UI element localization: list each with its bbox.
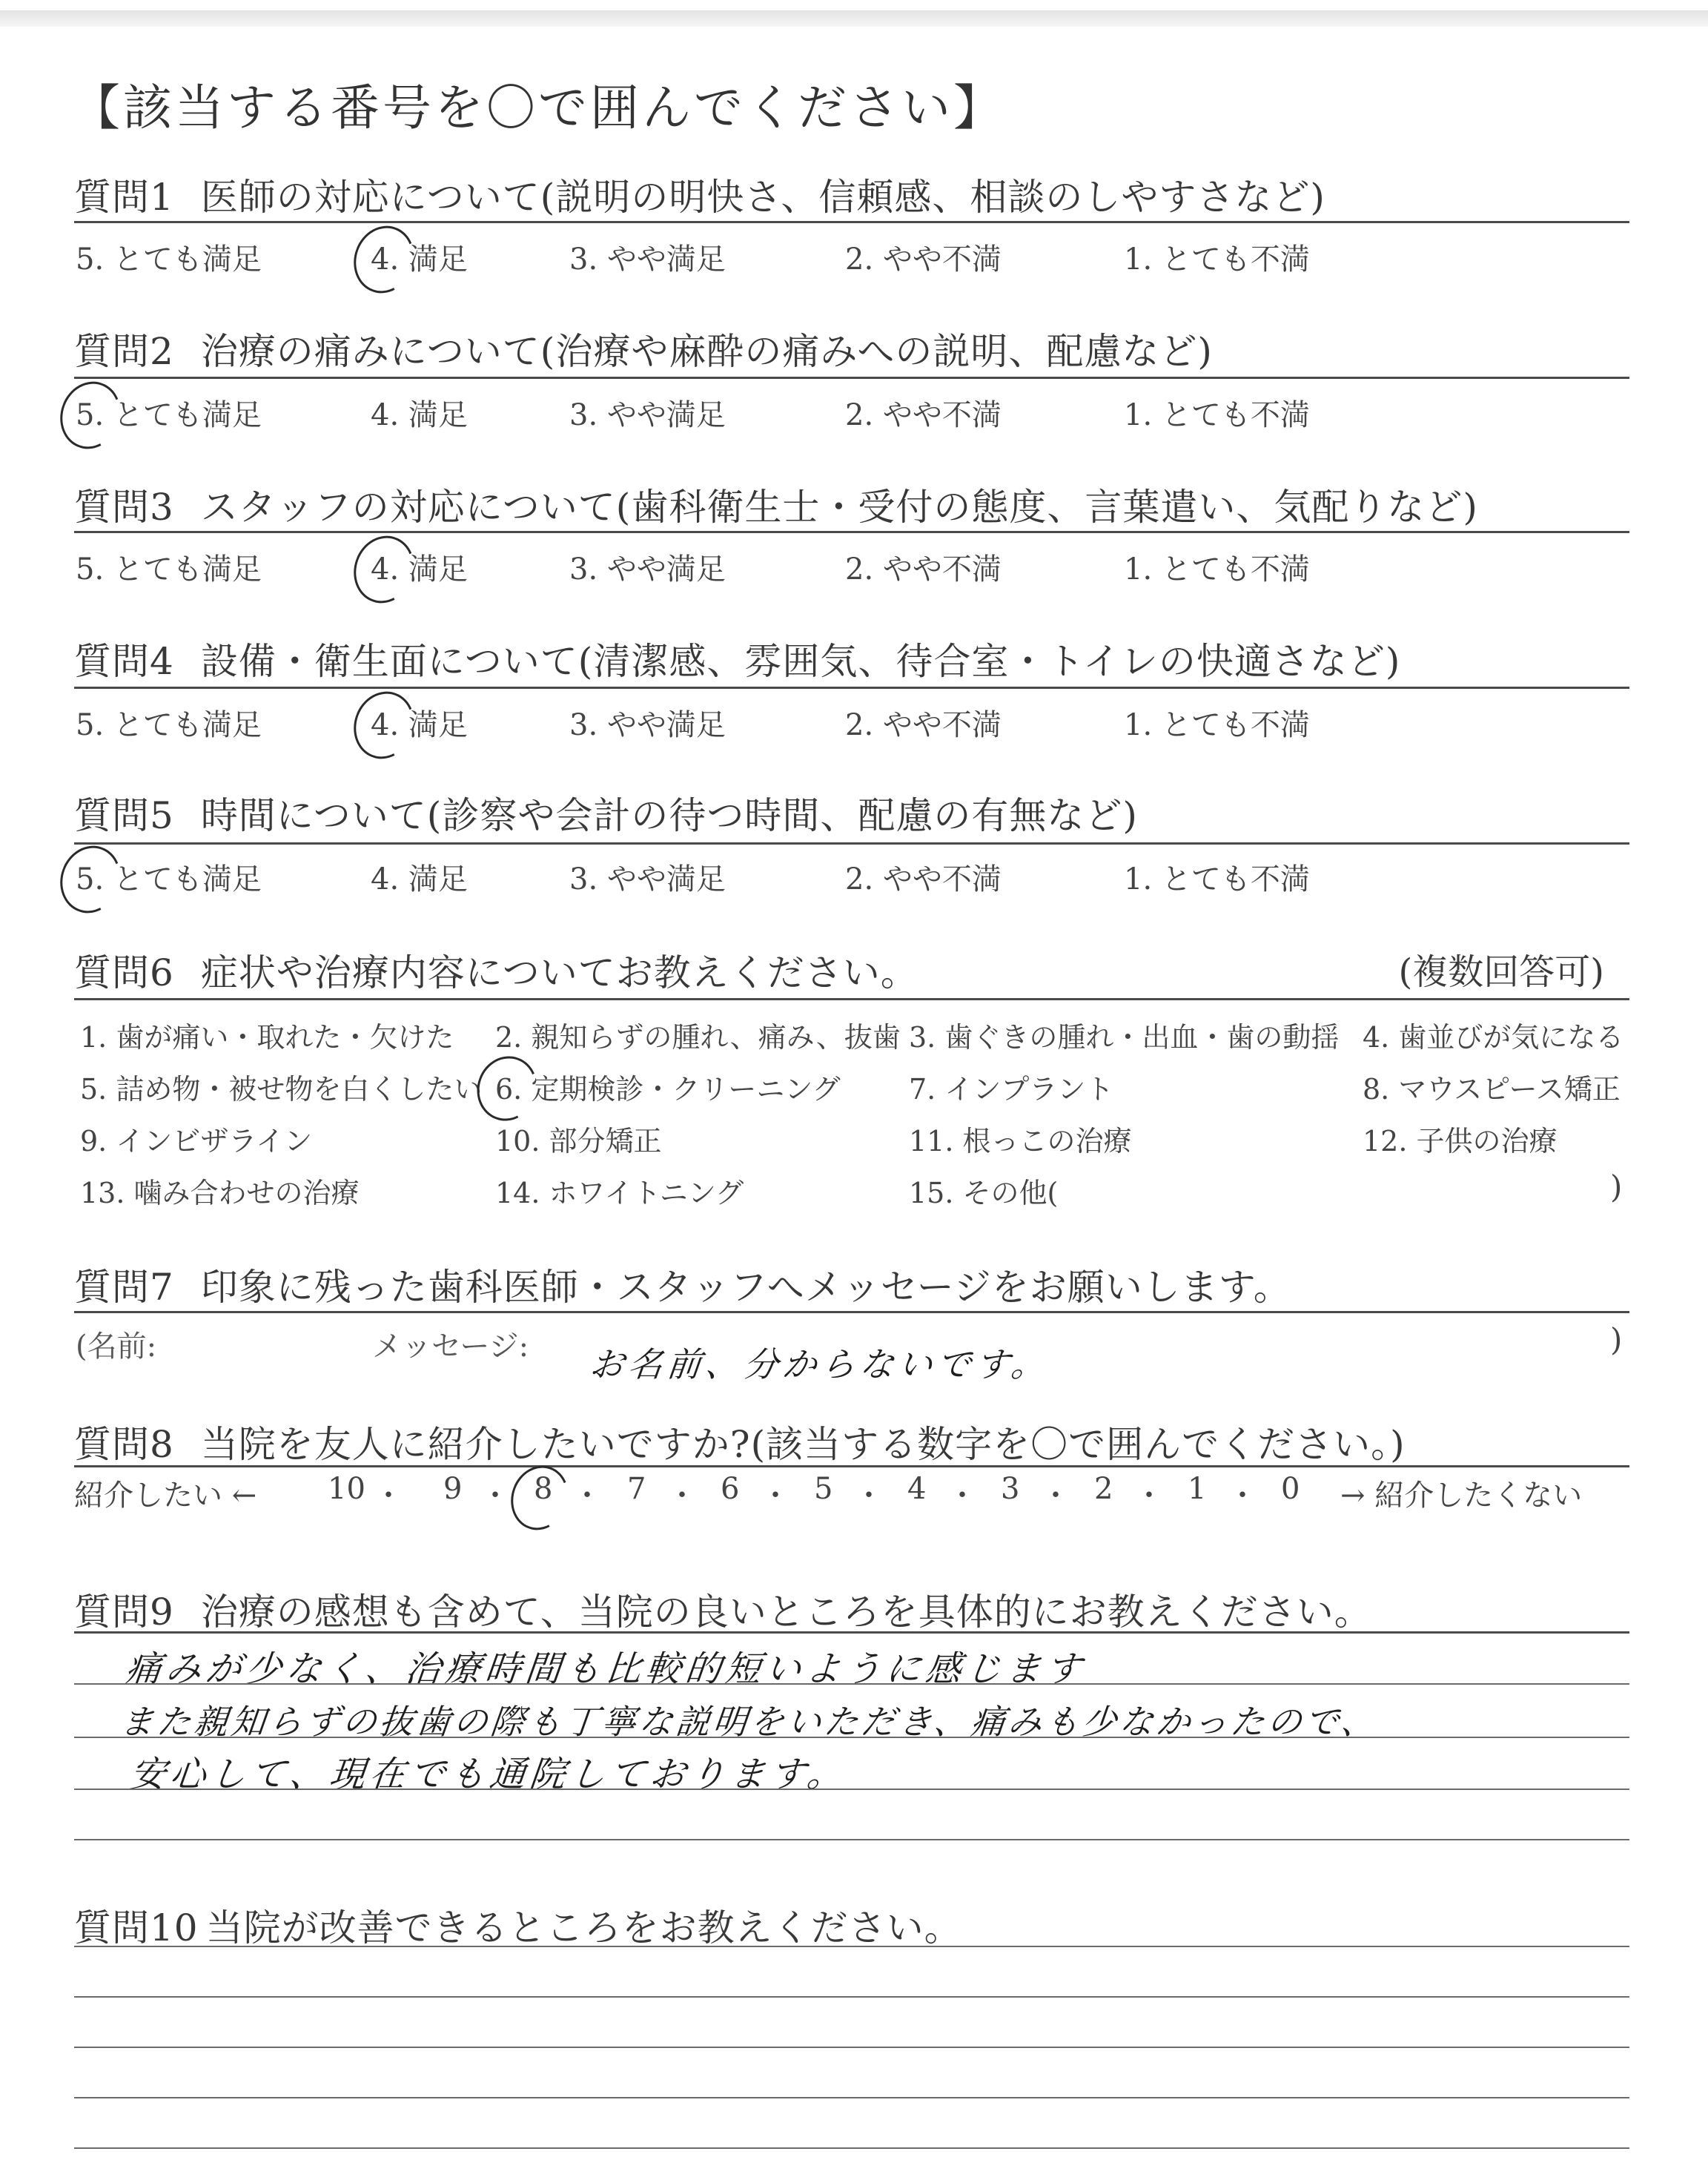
- q2-option-4[interactable]: 4. 満足: [371, 398, 468, 432]
- q3-selection-circle: [345, 527, 424, 612]
- question-number: 質問7: [74, 1266, 174, 1309]
- writing-line: [74, 1946, 1629, 1947]
- question-6: [74, 943, 918, 997]
- q6-item-6[interactable]: 6. 定期検診・クリーニング: [495, 1073, 841, 1106]
- q5-option-2[interactable]: 2. やや不満: [845, 862, 1002, 896]
- q4-option-5[interactable]: 5. とても満足: [76, 708, 262, 742]
- question-2: [74, 322, 1213, 375]
- q1-option-2[interactable]: 2. やや不満: [845, 242, 1002, 277]
- q2-option-5[interactable]: 5. とても満足: [76, 398, 262, 432]
- q5-option-5[interactable]: 5. とても満足: [76, 862, 262, 896]
- scale-separator: ・: [1134, 1479, 1164, 1513]
- q4-option-2[interactable]: 2. やや不満: [845, 708, 1002, 742]
- scale-separator: ・: [480, 1479, 510, 1513]
- question-text: 当院を友人に紹介したいですか?(該当する数字を〇で囲んでください。): [200, 1423, 1406, 1466]
- q9-handwritten-line-1[interactable]: 痛みが少なく、治療時間も比較的短いように感じます: [123, 1648, 1088, 1690]
- question-4-rule: [74, 687, 1629, 689]
- question-text: 医師の対応について(説明の明快さ、信頼感、相談のしやすさなど): [200, 176, 1325, 219]
- question-9-rule: [74, 1631, 1629, 1634]
- q6-closing-paren: ): [1610, 1169, 1623, 1205]
- scale-5[interactable]: 5: [814, 1472, 833, 1506]
- question-text: 当院が改善できるところをお教えください。: [205, 1906, 962, 1949]
- q6-item-10[interactable]: 10. 部分矯正: [495, 1125, 662, 1157]
- q6-item-7[interactable]: 7. インプラント: [909, 1073, 1114, 1106]
- question-5-rule: [74, 842, 1629, 845]
- q5-option-4[interactable]: 4. 満足: [371, 862, 468, 896]
- question-number: 質問5: [74, 794, 174, 837]
- question-8-rule: [74, 1465, 1629, 1467]
- q2-option-1[interactable]: 1. とても不満: [1124, 398, 1310, 432]
- q7-closing-paren: ): [1610, 1321, 1623, 1358]
- q6-item-13[interactable]: 13. 噛み合わせの治療: [80, 1177, 360, 1209]
- q1-selection-circle: [345, 217, 424, 302]
- q4-option-1[interactable]: 1. とても不満: [1124, 708, 1310, 742]
- scale-separator: ・: [1228, 1479, 1257, 1513]
- q8-selection-circle: [502, 1458, 577, 1539]
- scale-1[interactable]: 1: [1188, 1472, 1207, 1506]
- multiple-answers-note: (複数回答可): [1398, 951, 1604, 993]
- q5-option-3[interactable]: 3. やや満足: [569, 862, 726, 896]
- name-label: (名前:: [76, 1330, 157, 1364]
- q6-selection-circle: [468, 1048, 546, 1129]
- scale-separator: ・: [947, 1479, 977, 1513]
- writing-line: [74, 1737, 1629, 1738]
- q3-option-1[interactable]: 1. とても不満: [1124, 552, 1310, 587]
- question-number: 質問8: [74, 1423, 174, 1466]
- q6-item-5[interactable]: 5. 詰め物・被せ物を白くしたい: [80, 1073, 483, 1106]
- scale-10[interactable]: 10: [328, 1472, 365, 1506]
- q6-item-14[interactable]: 14. ホワイトニング: [495, 1177, 744, 1209]
- scale-separator: ・: [761, 1479, 790, 1513]
- scale-8[interactable]: 8: [534, 1472, 553, 1506]
- q7-handwritten-message[interactable]: お名前、分からないです。: [587, 1344, 1052, 1384]
- writing-line: [74, 1789, 1629, 1790]
- question-number: 質問1: [74, 176, 174, 219]
- q9-handwritten-line-2[interactable]: また親知らずの抜歯の際も丁寧な説明をいただき、痛みも少なかったので、: [117, 1702, 1380, 1742]
- question-text: 治療の痛みについて(治療や麻酔の痛みへの説明、配慮など): [200, 330, 1213, 373]
- q5-option-1[interactable]: 1. とても不満: [1124, 862, 1310, 896]
- question-text: 時間について(診察や会計の待つ時間、配慮の有無など): [200, 794, 1138, 837]
- scale-separator: ・: [572, 1479, 602, 1513]
- q6-item-3[interactable]: 3. 歯ぐきの腫れ・出血・歯の動揺: [909, 1021, 1340, 1054]
- q6-item-1[interactable]: 1. 歯が痛い・取れた・欠けた: [80, 1021, 454, 1054]
- question-1: [74, 168, 1325, 221]
- question-1-rule: [74, 221, 1629, 223]
- scale-6[interactable]: 6: [721, 1472, 740, 1506]
- scale-separator: ・: [1041, 1479, 1070, 1513]
- scale-7[interactable]: 7: [627, 1472, 646, 1506]
- q3-option-5[interactable]: 5. とても満足: [76, 552, 262, 587]
- question-3-rule: [74, 531, 1629, 533]
- scale-4[interactable]: 4: [907, 1472, 927, 1506]
- scan-top-edge: [0, 10, 1708, 27]
- writing-line: [74, 2097, 1629, 2098]
- q6-item-4[interactable]: 4. 歯並びが気になる: [1363, 1021, 1624, 1054]
- q4-option-4[interactable]: 4. 満足: [371, 708, 468, 742]
- question-number: 質問10: [74, 1906, 199, 1949]
- question-number: 質問3: [74, 486, 174, 529]
- question-text: 印象に残った歯科医師・スタッフへメッセージをお願いします。: [200, 1266, 1291, 1309]
- question-2-rule: [74, 377, 1629, 379]
- writing-line: [74, 2147, 1629, 2149]
- question-text: 症状や治療内容についてお教えください。: [200, 951, 918, 994]
- q6-item-11[interactable]: 11. 根っこの治療: [909, 1125, 1132, 1157]
- q6-item-2[interactable]: 2. 親知らずの腫れ、痛み、抜歯: [495, 1021, 901, 1054]
- question-5: [74, 786, 1138, 839]
- question-number: 質問6: [74, 951, 174, 994]
- q1-option-4[interactable]: 4. 満足: [371, 242, 468, 277]
- scale-2[interactable]: 2: [1094, 1472, 1113, 1506]
- q1-option-3[interactable]: 3. やや満足: [569, 242, 726, 277]
- scale-9[interactable]: 9: [443, 1472, 463, 1506]
- question-9: [74, 1582, 1372, 1636]
- scale-separator: ・: [667, 1479, 697, 1513]
- question-10: [74, 1898, 962, 1952]
- scale-left-label: 紹介したい ←: [74, 1479, 257, 1513]
- question-6-rule: [74, 998, 1629, 1000]
- q6-item-8[interactable]: 8. マウスピース矯正: [1363, 1073, 1621, 1106]
- question-text: 治療の感想も含めて、当院の良いところを具体的にお教えください。: [200, 1591, 1372, 1634]
- recommend-scale: [74, 1472, 1629, 1513]
- scale-3[interactable]: 3: [1001, 1472, 1020, 1506]
- question-text: 設備・衛生面について(清潔感、雰囲気、待合室・トイレの快適さなど): [200, 640, 1401, 683]
- question-text: スタッフの対応について(歯科衛生士・受付の態度、言葉遣い、気配りなど): [200, 486, 1478, 529]
- q2-selection-circle: [51, 373, 130, 458]
- scale-0[interactable]: 0: [1281, 1472, 1300, 1506]
- q6-item-15[interactable]: 15. その他(: [909, 1177, 1059, 1209]
- message-label: メッセージ:: [372, 1330, 529, 1364]
- writing-line: [74, 1683, 1629, 1685]
- q3-option-4[interactable]: 4. 満足: [371, 552, 468, 587]
- scale-right-label: → 紹介したくない: [1340, 1479, 1583, 1513]
- q2-option-3[interactable]: 3. やや満足: [569, 398, 726, 432]
- q9-handwritten-line-3[interactable]: 安心して、現在でも通院しております。: [128, 1754, 850, 1795]
- question-4: [74, 632, 1400, 685]
- q2-option-2[interactable]: 2. やや不満: [845, 398, 1002, 432]
- question-3: [74, 478, 1478, 531]
- q3-option-2[interactable]: 2. やや不満: [845, 552, 1002, 587]
- q4-option-3[interactable]: 3. やや満足: [569, 708, 726, 742]
- question-8: [74, 1415, 1406, 1468]
- scale-separator: ・: [374, 1479, 403, 1513]
- q5-selection-circle: [51, 837, 130, 922]
- question-number: 質問9: [74, 1591, 174, 1634]
- question-number: 質問4: [74, 640, 174, 683]
- q1-option-5[interactable]: 5. とても満足: [76, 242, 262, 277]
- question-7-rule: [74, 1311, 1629, 1313]
- q3-option-3[interactable]: 3. やや満足: [569, 552, 726, 587]
- writing-line: [74, 1996, 1629, 1998]
- scale-separator: ・: [854, 1479, 884, 1513]
- question-7: [74, 1258, 1291, 1311]
- q6-item-12[interactable]: 12. 子供の治療: [1363, 1125, 1558, 1157]
- question-number: 質問2: [74, 330, 174, 373]
- q4-selection-circle: [345, 683, 424, 767]
- writing-line: [74, 2047, 1629, 2048]
- q6-item-9[interactable]: 9. インビザライン: [80, 1125, 313, 1157]
- writing-line: [74, 1839, 1629, 1840]
- q1-option-1[interactable]: 1. とても不満: [1124, 242, 1310, 277]
- form-title: 【該当する番号を〇で囲んでください】: [71, 79, 1005, 136]
